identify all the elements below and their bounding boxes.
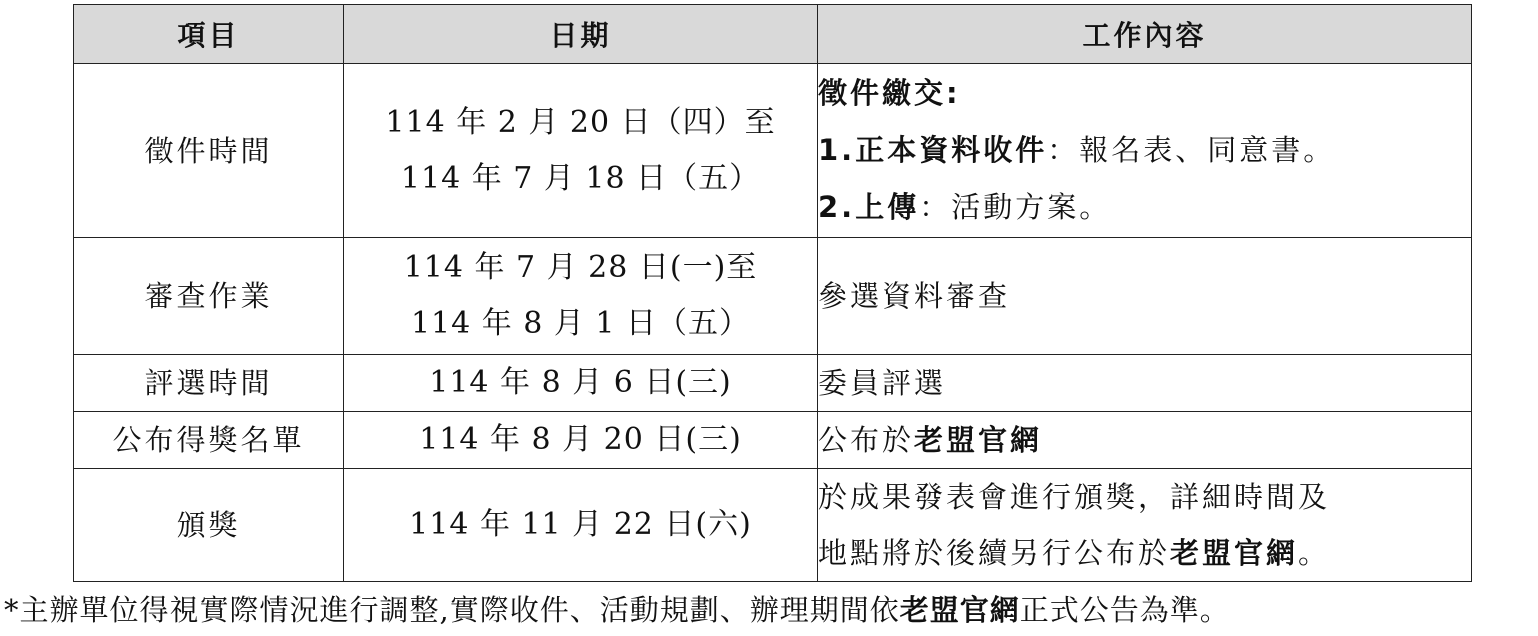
row-date: 114 年 8 月 20 日(三) bbox=[344, 412, 818, 469]
table-row bbox=[74, 238, 1472, 355]
website-name: 老盟官網 bbox=[899, 593, 1020, 627]
row-content: 委員評選 bbox=[818, 355, 1472, 412]
content-heading: 徵件繳交: bbox=[818, 76, 961, 110]
table-row bbox=[74, 64, 1472, 238]
row-item: 頒獎 bbox=[74, 469, 344, 582]
header-content: 工作內容 bbox=[818, 5, 1472, 64]
table-row bbox=[74, 469, 1472, 582]
row-item: 徵件時間 bbox=[74, 64, 344, 238]
date-line: 114 年 7 月 18 日（五） bbox=[400, 160, 761, 196]
footnote: *主辦單位得視實際情況進行調整,實際收件、活動規劃、辦理期間依老盟官網正式公告為準。 bbox=[4, 593, 1230, 627]
schedule-table bbox=[73, 4, 1472, 582]
date-line: 114 年 7 月 28 日(一)至 bbox=[403, 250, 758, 285]
row-item: 審查作業 bbox=[74, 238, 344, 355]
website-name: 老盟官網 bbox=[1170, 536, 1299, 570]
content-line: 2.上傳：活動方案。 bbox=[818, 190, 1112, 224]
row-content: 公布於老盟官網 bbox=[818, 412, 1472, 469]
header-date: 日期 bbox=[344, 5, 818, 64]
row-item: 評選時間 bbox=[74, 355, 344, 412]
content-line: 1.正本資料收件：報名表、同意書。 bbox=[818, 133, 1336, 167]
row-date: 114 年 8 月 6 日(三) bbox=[344, 355, 818, 412]
row-content bbox=[818, 469, 1472, 582]
row-date: 114 年 11 月 22 日(六) bbox=[344, 469, 818, 582]
row-item: 公布得獎名單 bbox=[74, 412, 344, 469]
row-content bbox=[818, 64, 1472, 238]
row-date bbox=[344, 64, 818, 238]
table-row bbox=[74, 355, 1472, 412]
content-line: 地點將於後續另行公布於老盟官網。 bbox=[818, 536, 1331, 570]
row-content: 參選資料審查 bbox=[818, 238, 1472, 355]
table-row bbox=[74, 412, 1472, 469]
content-line: 於成果發表會進行頒獎，詳細時間及 bbox=[818, 480, 1331, 514]
website-name: 老盟官網 bbox=[914, 423, 1043, 457]
header-row bbox=[74, 5, 1472, 64]
header-item: 項目 bbox=[74, 5, 344, 64]
date-line: 114 年 8 月 1 日（五） bbox=[410, 306, 751, 341]
row-date bbox=[344, 238, 818, 355]
date-line: 114 年 2 月 20 日（四）至 bbox=[385, 104, 776, 140]
